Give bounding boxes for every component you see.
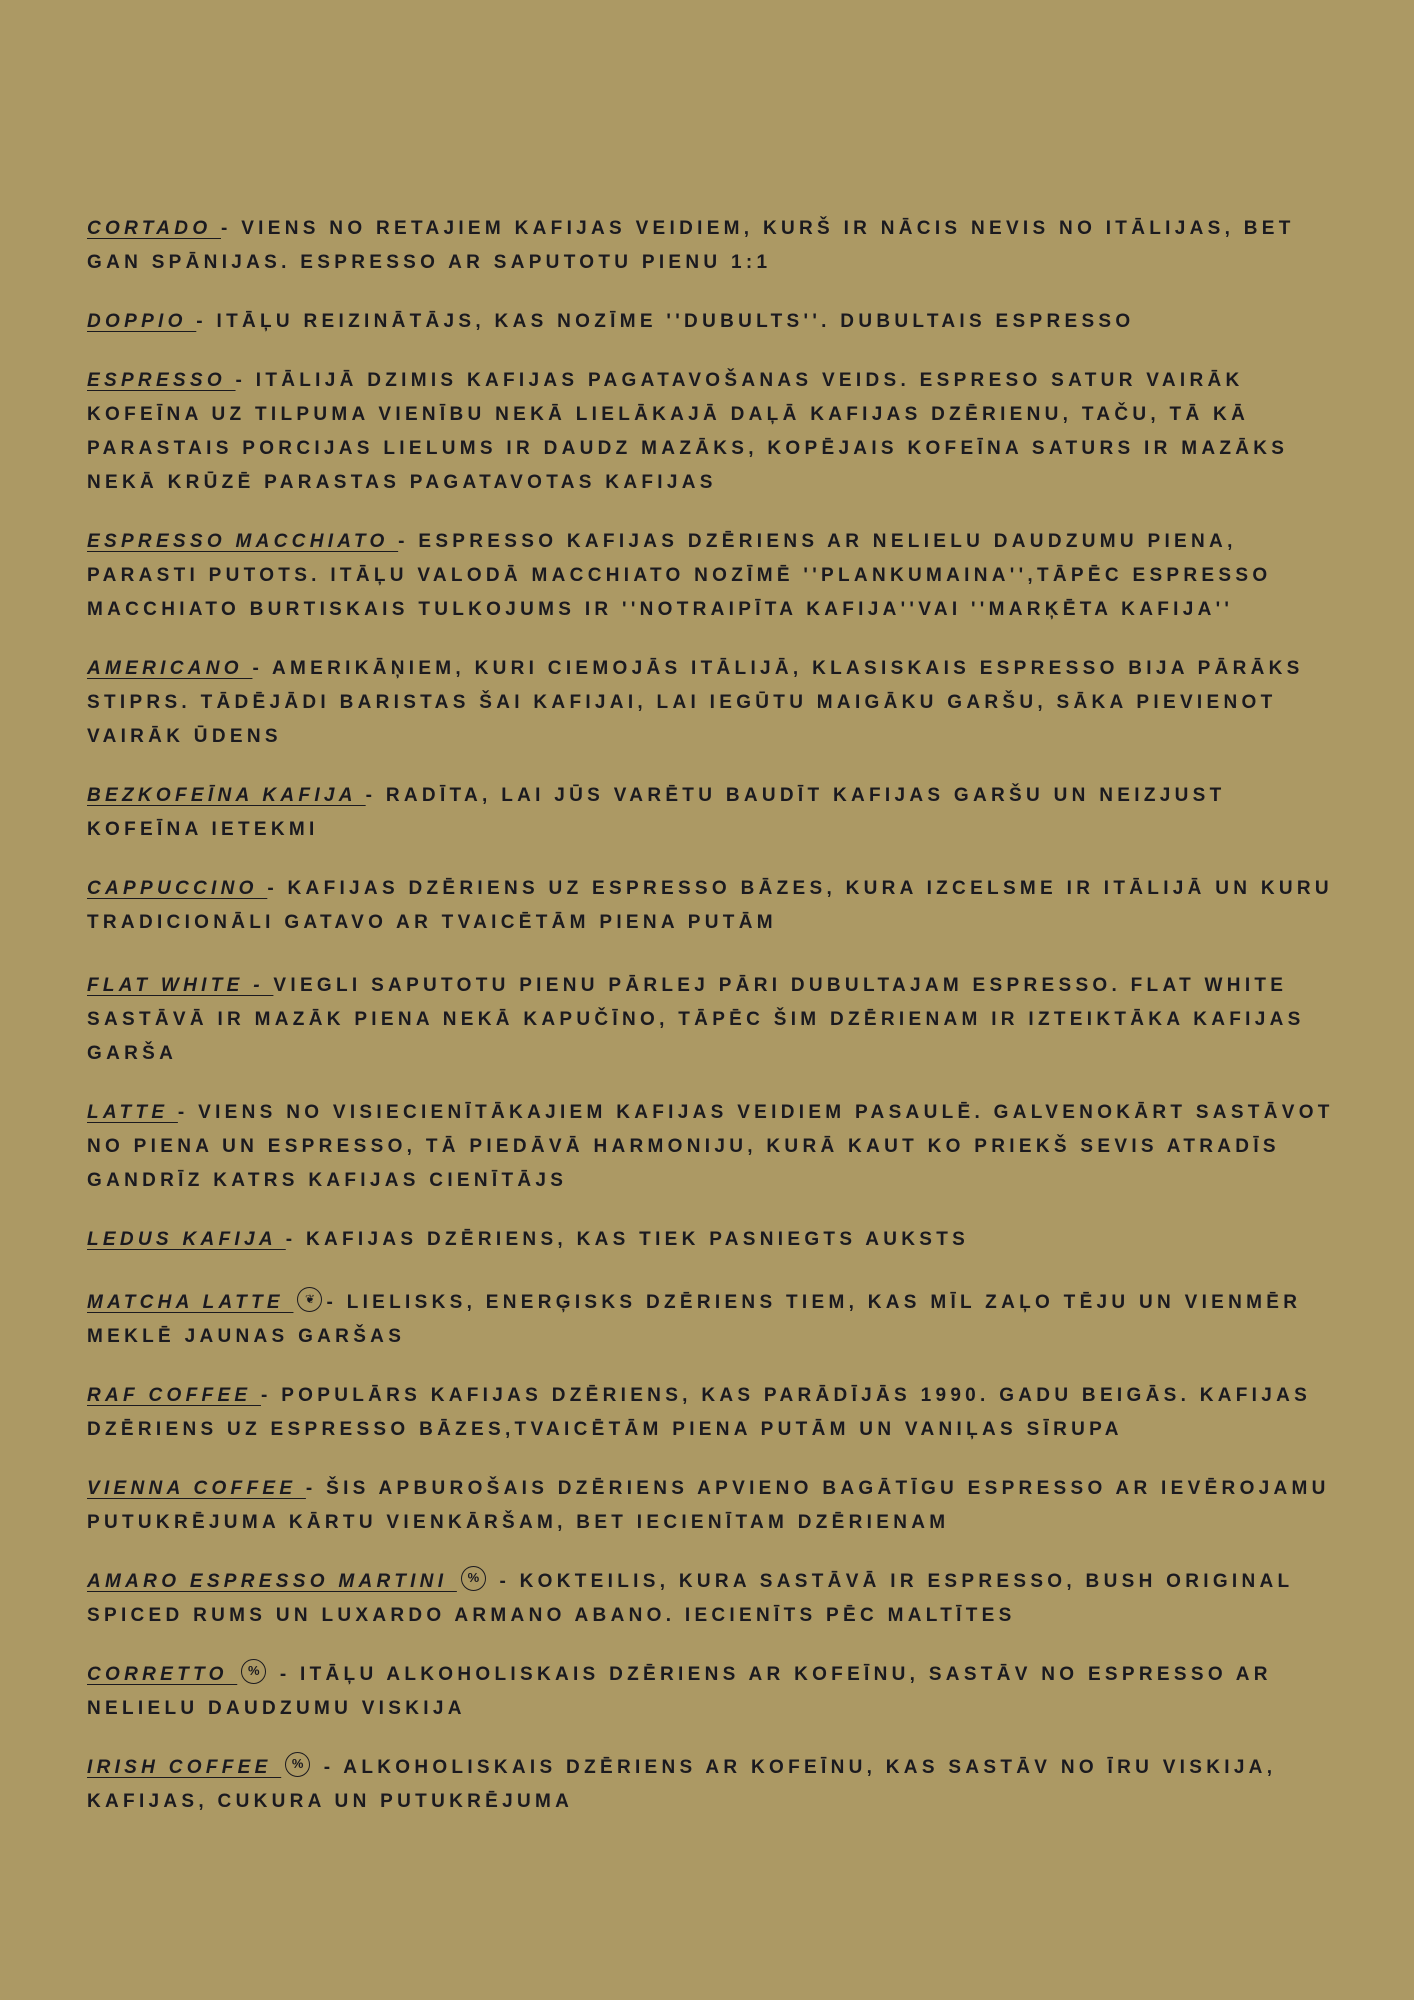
menu-entry-espresso-macchiato (87, 525, 1347, 627)
menu-entry-bezkofeina-kafija (87, 779, 1347, 847)
separator: - (267, 878, 288, 899)
drink-description: VIENS NO VISIECIENĪTĀKAJIEM KAFIJAS VEIDIEM PASAULĒ. GALVENOKĀRT SASTĀVOT NO PIENA UN ESPRESSO, TĀ PIEDĀVĀ HARMONIJU, KURĀ KAUT KO PRIEKŠ SEVIS ATRADĪS GANDRĪZ KATRS KAFIJAS CIENĪTĀJS (87, 1102, 1334, 1191)
drink-name: IRISH COFFEE (87, 1757, 282, 1778)
separator: - (220, 218, 242, 239)
percent-icon: % (461, 1566, 486, 1591)
menu-entry-doppio (87, 305, 1347, 339)
menu-entry-espresso (87, 364, 1347, 500)
separator: - (270, 1664, 301, 1685)
drink-name: FLAT WHITE - (87, 975, 274, 996)
drink-name: ESPRESSO (87, 370, 236, 391)
drink-name: VIENNA COFFEE (87, 1478, 306, 1499)
drink-name: LATTE (87, 1102, 178, 1123)
menu-entry-vienna-coffee (87, 1472, 1347, 1540)
menu-entry-americano (87, 652, 1347, 754)
drink-description: ITĀĻU REIZINĀTĀJS, KAS NOZĪME ''DUBULTS''. DUBULTAIS ESPRESSO (216, 311, 1135, 332)
separator: - (285, 1229, 306, 1250)
drink-description: ITĀLIJĀ DZIMIS KAFIJAS PAGATAVOŠANAS VEIDS. ESPRESO SATUR VAIRĀK KOFEĪNA UZ TILPUMA VIENĪBU NEKĀ LIELĀKAJĀ DAĻĀ KAFIJAS DZĒRIENU, TAČU, TĀ KĀ PARASTAIS PORCIJAS LIELUMS IR DAUDZ MAZĀKS, KOPĒJAIS KOFEĪNA SATURS IR MAZĀKS NEKĀ KRŪZĒ PARASTAS PAGATAVOTAS KAFIJAS (87, 370, 1289, 493)
separator: - (326, 1292, 347, 1313)
drink-name: LEDUS KAFIJA (87, 1229, 286, 1250)
separator: - (177, 1102, 199, 1123)
percent-icon: % (241, 1659, 266, 1684)
drink-description: AMERIKĀŅIEM, KURI CIEMOJĀS ITĀLIJĀ, KLASISKAIS ESPRESSO BIJA PĀRĀKS STIPRS. TĀDĒJĀDI BARISTAS ŠAI KAFIJAI, LAI IEGŪTU MAIGĀKU GARŠU, SĀKA PIEVIENOT VAIRĀK ŪDENS (87, 658, 1304, 747)
drink-description: POPULĀRS KAFIJAS DZĒRIENS, KAS PARĀDĪJĀS 1990. GADU BEIGĀS. KAFIJAS DZĒRIENS UZ ESPRESSO BĀZES,TVAICĒTĀM PIENA PUTĀM UN VANIĻAS SĪRUPA (87, 1385, 1312, 1440)
menu-entry-latte (87, 1096, 1347, 1198)
separator: - (314, 1757, 344, 1778)
drink-description: KAFIJAS DZĒRIENS UZ ESPRESSO BĀZES, KURA IZCELSME IR ITĀLIJĀ UN KURU TRADICIONĀLI GATAVO AR TVAICĒTĀM PIENA PUTĀM (87, 878, 1333, 933)
separator: - (489, 1571, 520, 1592)
separator: - (235, 370, 256, 391)
menu-entry-raf-coffee (87, 1379, 1347, 1447)
menu-entry-amaro-espresso-martini (87, 1565, 1347, 1633)
menu-entry-flat-white (87, 969, 1347, 1071)
coffee-menu (87, 212, 1347, 1819)
drink-description: ITĀĻU ALKOHOLISKAIS DZĒRIENS AR KOFEĪNU, SASTĀV NO ESPRESSO AR NELIELU DAUDZUMU VISKIJA (87, 1664, 1272, 1719)
menu-entry-cortado (87, 212, 1347, 280)
drink-name: MATCHA LATTE (87, 1292, 294, 1313)
menu-entry-matcha-latte (87, 1286, 1347, 1354)
drink-name: CORRETTO (87, 1664, 238, 1685)
separator: - (365, 785, 386, 806)
drink-description: VIEGLI SAPUTOTU PIENU PĀRLEJ PĀRI DUBULTAJAM ESPRESSO. FLAT WHITE SASTĀVĀ IR MAZĀK PIENA NEKĀ KAPUČĪNO, TĀPĒC ŠIM DZĒRIENAM IR IZTEIKTĀKA KAFIJAS GARŠA (87, 975, 1305, 1064)
drink-name: CORTADO (87, 218, 221, 239)
leaf-icon: ❦ (297, 1287, 322, 1312)
drink-description: KOKTEILIS, KURA SASTĀVĀ IR ESPRESSO, BUSH ORIGINAL SPICED RUMS UN LUXARDO ARMANO ABANO. IECIENĪTS PĒC MALTĪTES (87, 1571, 1294, 1626)
menu-entry-corretto (87, 1658, 1347, 1726)
drink-name: AMERICANO (87, 658, 253, 679)
drink-name: RAF COFFEE (87, 1385, 261, 1406)
menu-entry-ledus-kafija (87, 1223, 1347, 1257)
separator: - (305, 1478, 327, 1499)
menu-entry-irish-coffee (87, 1751, 1347, 1819)
drink-name: DOPPIO (87, 311, 197, 332)
drink-description: VIENS NO RETAJIEM KAFIJAS VEIDIEM, KURŠ IR NĀCIS NEVIS NO ITĀLIJAS, BET GAN SPĀNIJAS. ESPRESSO AR SAPUTOTU PIENU 1:1 (87, 218, 1295, 273)
separator: - (260, 1385, 282, 1406)
drink-description: LIELISKS, ENERĢISKS DZĒRIENS TIEM, KAS MĪL ZAĻO TĒJU UN VIENMĒR MEKLĒ JAUNAS GARŠAS (87, 1292, 1302, 1347)
separator: - (196, 311, 217, 332)
drink-description: ŠIS APBUROŠAIS DZĒRIENS APVIENO BAGĀTĪGU ESPRESSO AR IEVĒROJAMU PUTUKRĒJUMA KĀRTU VIENKĀRŠAM, BET IECIENĪTAM DZĒRIENAM (87, 1478, 1330, 1533)
menu-entry-cappuccino (87, 872, 1347, 940)
drink-name: BEZKOFEĪNA KAFIJA (87, 785, 366, 806)
drink-description: RADĪTA, LAI JŪS VARĒTU BAUDĪT KAFIJAS GARŠU UN NEIZJUST KOFEĪNA IETEKMI (87, 785, 1226, 840)
percent-icon: % (285, 1752, 310, 1777)
drink-description: KAFIJAS DZĒRIENS, KAS TIEK PASNIEGTS AUKSTS (305, 1229, 970, 1250)
drink-name: ESPRESSO MACCHIATO (87, 531, 399, 552)
drink-description: ALKOHOLISKAIS DZĒRIENS AR KOFEĪNU, KAS SASTĀV NO ĪRU VISKIJA, KAFIJAS, CUKURA UN PUTUKRĒJUMA (87, 1757, 1277, 1812)
separator: - (398, 531, 419, 552)
drink-description: ESPRESSO KAFIJAS DZĒRIENS AR NELIELU DAUDZUMU PIENA, PARASTI PUTOTS. ITĀĻU VALODĀ MACCHIATO NOZĪMĒ ''PLANKUMAINA'',TĀPĒC ESPRESSO MACCHIATO BURTISKAIS TULKOJUMS IR ''NOTRAIPĪTA KAFIJA''VAI ''MARĶĒTA KAFIJA'' (87, 531, 1272, 620)
drink-name: CAPPUCCINO (87, 878, 268, 899)
drink-name: AMARO ESPRESSO MARTINI (87, 1571, 457, 1592)
separator: - (252, 658, 272, 679)
